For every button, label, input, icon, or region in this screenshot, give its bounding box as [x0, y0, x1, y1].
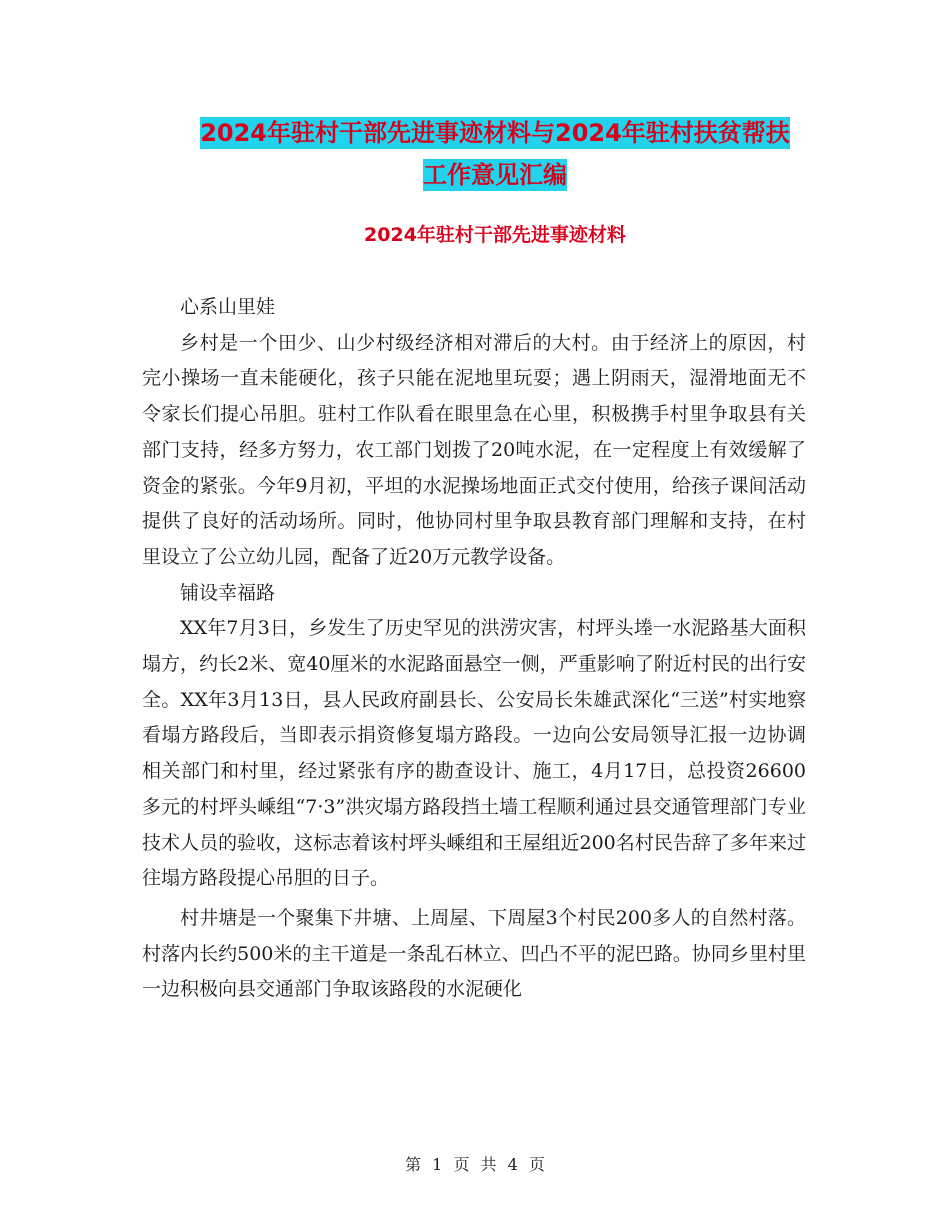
paragraph-school-playground: 乡村是一个田少、山少村级经济相对滞后的大村。由于经济上的原因，村完小操场一直未能硬化，孩子只能在泥地里玩耍；遇上阴雨天，湿滑地面无不令家长们提心吊胆。驻村工作队看在眼里急在心里，积极携手村里争取县有关部门支持，经多方努力，农工部门划拨了20吨水泥，在一定程度上有效缓解了资金的紧张。今年9月初，平坦的水泥操场地面正式交付使用，给孩子课间活动提供了良好的活动场所。同时，他协同村里争取县教育部门理解和支持，在村里设立了公立幼儿园，配备了近20万元教学设备。 [142, 331, 806, 568]
paragraph-flood-road-repair: XX年7月3日，乡发生了历史罕见的洪涝灾害，村坪头堘一水泥路基大面积塌方，约长2米、宽40厘米的水泥路面悬空一侧，严重影响了附近村民的出行安全。XX年3月13日，县人民政府副县长、公安局长朱雄武深化“三送”村实地察看塌方路段后，当即表示捐资修复塌方路段。一边向公安局领导汇报一边协调相关部门和村里，经过紧张有序的勘查设计、施工，4月17日，总投资26600多元的村坪头嵊组“7·3”洪灾塌方路段挡土墙工程顺利通过县交通管理部门专业技术人员的验收，这标志着该村坪头嵊组和王屋组近200名村民告辞了多年来过往塌方路段提心吊胆的日子。 [142, 617, 806, 890]
document-title [140, 112, 850, 196]
page-footer: 第 1 页 共 4 页 [405, 1155, 545, 1174]
document-title-line-2: 工作意见汇编 [423, 161, 567, 189]
section-title: 2024年驻村干部先进事迹材料 [364, 224, 626, 246]
subheading-heart-for-children: 心系山里娃 [180, 296, 276, 318]
paragraph-village-road: 村井塘是一个聚集下井塘、上周屋、下周屋3个村民200多人的自然村落。村落内长约500米的主干道是一条乱石林立、凹凸不平的泥巴路。协同乡里村里一边积极向县交通部门争取该路段的水泥硬化 [142, 906, 806, 1001]
subheading-happy-road: 铺设幸福路 [180, 581, 276, 604]
document-title-line-1: 2024年驻村干部先进事迹材料与2024年驻村扶贫帮扶 [200, 119, 790, 147]
document-body [142, 290, 806, 1008]
